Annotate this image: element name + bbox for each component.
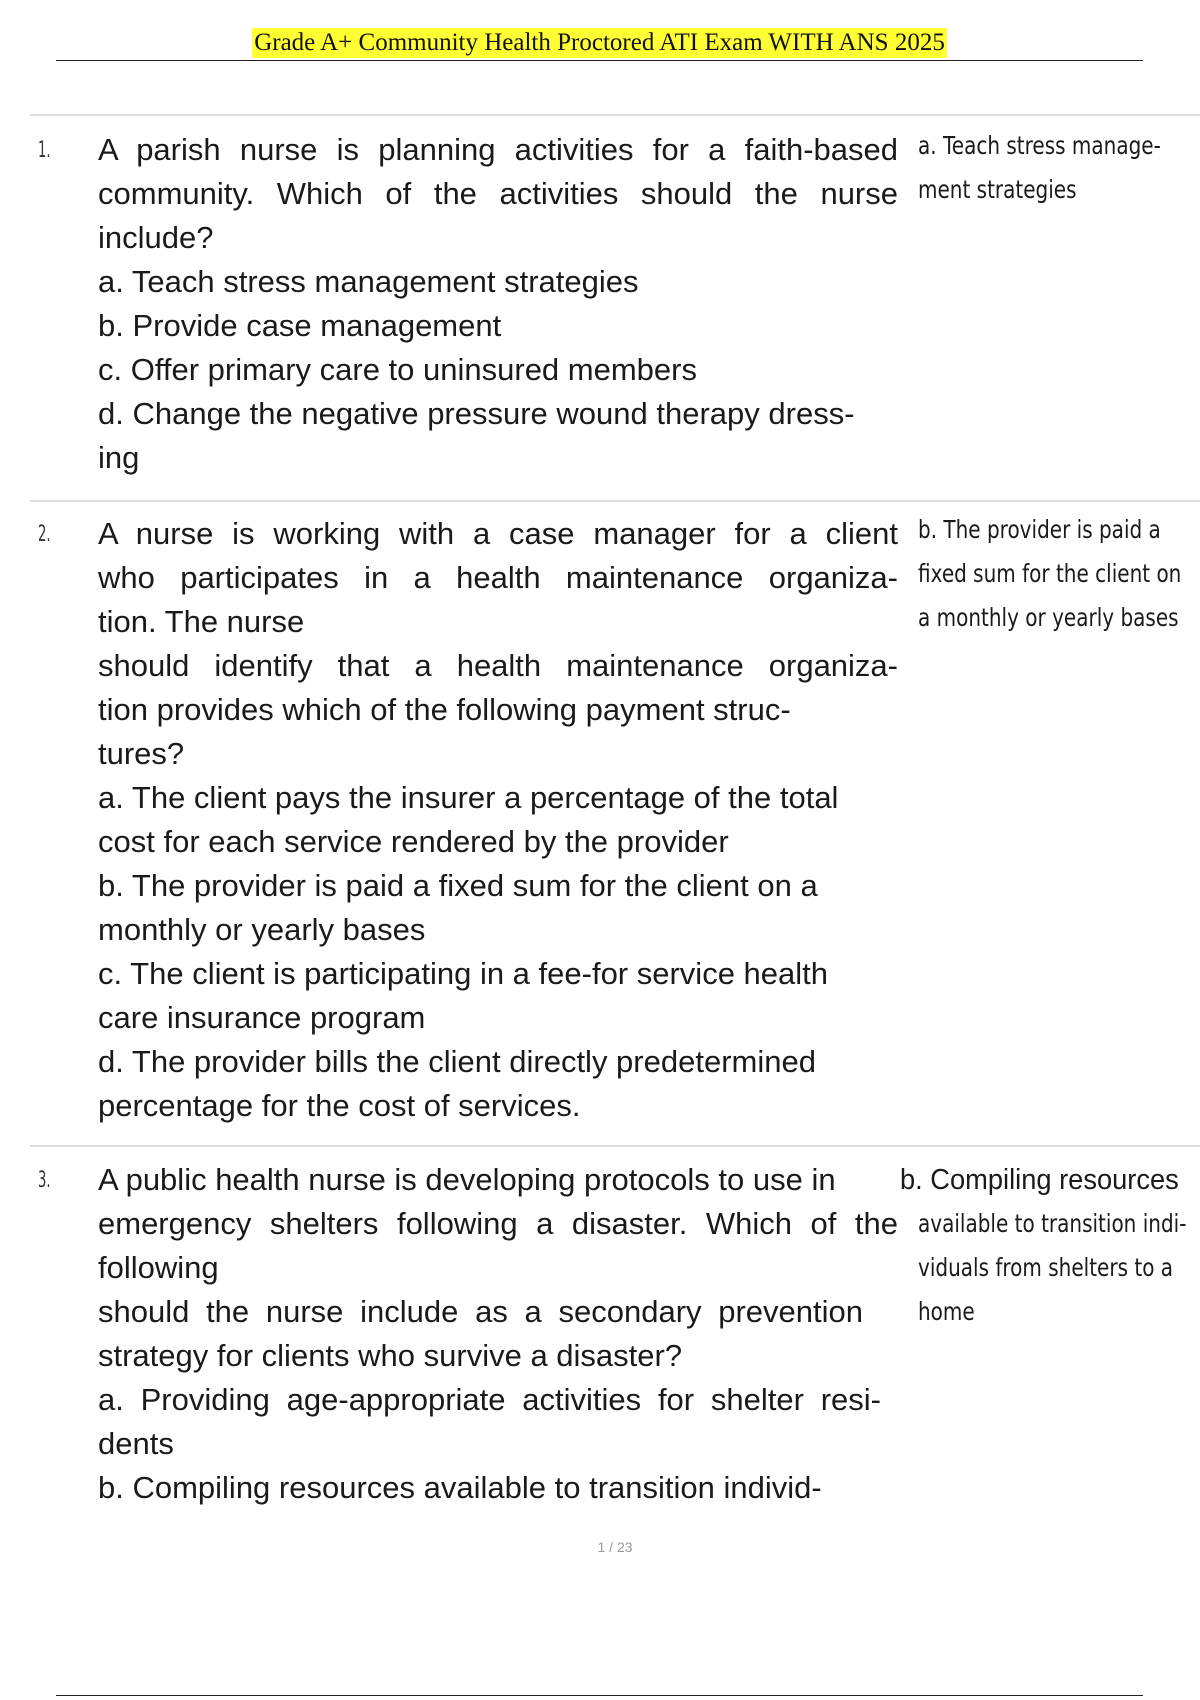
question-line: include? <box>98 220 214 255</box>
question-line: tion. The nurse <box>98 604 305 639</box>
page-number: 1 / 23 <box>597 1539 633 1555</box>
answer-line: available to transition indi- <box>918 1209 1187 1238</box>
option-a: a. Teach stress management strategies <box>98 264 639 299</box>
answer-line: viduals from shelters to a <box>918 1253 1174 1282</box>
question-number: 3. <box>38 1168 51 1193</box>
question-line: strategy for clients who survive a disaster? <box>98 1338 683 1373</box>
option-d: d. Change the negative pressure wound therapy dress- <box>98 396 855 431</box>
option-a: a. The client pays the insurer a percentage of the total <box>98 780 839 815</box>
answer-line: a monthly or yearly bases <box>918 603 1179 632</box>
option-b: b. The provider is paid a fixed sum for the client on a <box>98 868 818 903</box>
question-line: A public health nurse is developing protocols to use in <box>98 1162 836 1197</box>
option-c-cont: care insurance program <box>98 1000 426 1035</box>
option-b-cont: monthly or yearly bases <box>98 912 426 947</box>
divider <box>30 500 1200 502</box>
question-line: should identify that a health maintenance organiza- <box>98 648 898 683</box>
answer-line: home <box>918 1297 975 1326</box>
option-a-cont: dents <box>98 1426 174 1461</box>
answer-line: fixed sum for the client on <box>918 559 1182 588</box>
divider <box>30 1145 1200 1147</box>
option-c: c. Offer primary care to uninsured members <box>98 352 697 387</box>
question-3 <box>98 1158 898 1510</box>
answer-3 <box>900 1158 1187 1334</box>
question-line: tion provides which of the following payment struc- <box>98 692 791 727</box>
option-b: b. Compiling resources available to transition individ- <box>98 1470 822 1505</box>
question-line: A parish nurse is planning activities for a faith-based <box>98 132 898 167</box>
answer-1 <box>918 124 1188 212</box>
option-d-cont: ing <box>98 440 140 475</box>
question-line: tures? <box>98 736 185 771</box>
question-line: following <box>98 1250 219 1285</box>
document-title: Grade A+ Community Health Proctored ATI Exam WITH ANS 2025 <box>254 29 945 56</box>
question-line: who participates in a health maintenance organiza- <box>98 560 898 595</box>
question-line: emergency shelters following a disaster. Which of the <box>98 1206 898 1241</box>
option-a-cont: cost for each service rendered by the provider <box>98 824 729 859</box>
answer-2 <box>918 508 1188 640</box>
option-d: d. The provider bills the client directly predetermined <box>98 1044 816 1079</box>
question-1 <box>98 128 898 480</box>
answer-line: b. Compiling resources <box>900 1164 1179 1196</box>
option-b: b. Provide case management <box>98 308 502 343</box>
question-line: A nurse is working with a case manager for a client <box>98 516 898 551</box>
footer-rule <box>56 1695 1143 1696</box>
question-number: 2. <box>38 522 51 547</box>
answer-line: ment strategies <box>918 175 1077 204</box>
option-a: a. Providing age-appropriate activities for shelter resi- <box>98 1382 881 1417</box>
question-line: should the nurse include as a secondary prevention <box>98 1294 863 1329</box>
option-d-cont: percentage for the cost of services. <box>98 1088 581 1123</box>
question-2 <box>98 512 898 1128</box>
document-header <box>56 28 1143 61</box>
answer-line: a. Teach stress manage- <box>918 131 1161 160</box>
option-c: c. The client is participating in a fee-for service health <box>98 956 829 991</box>
question-number: 1. <box>38 138 51 163</box>
divider <box>30 114 1200 116</box>
answer-line: b. The provider is paid a <box>918 515 1161 544</box>
question-line: community. Which of the activities should the nurse <box>98 176 898 211</box>
